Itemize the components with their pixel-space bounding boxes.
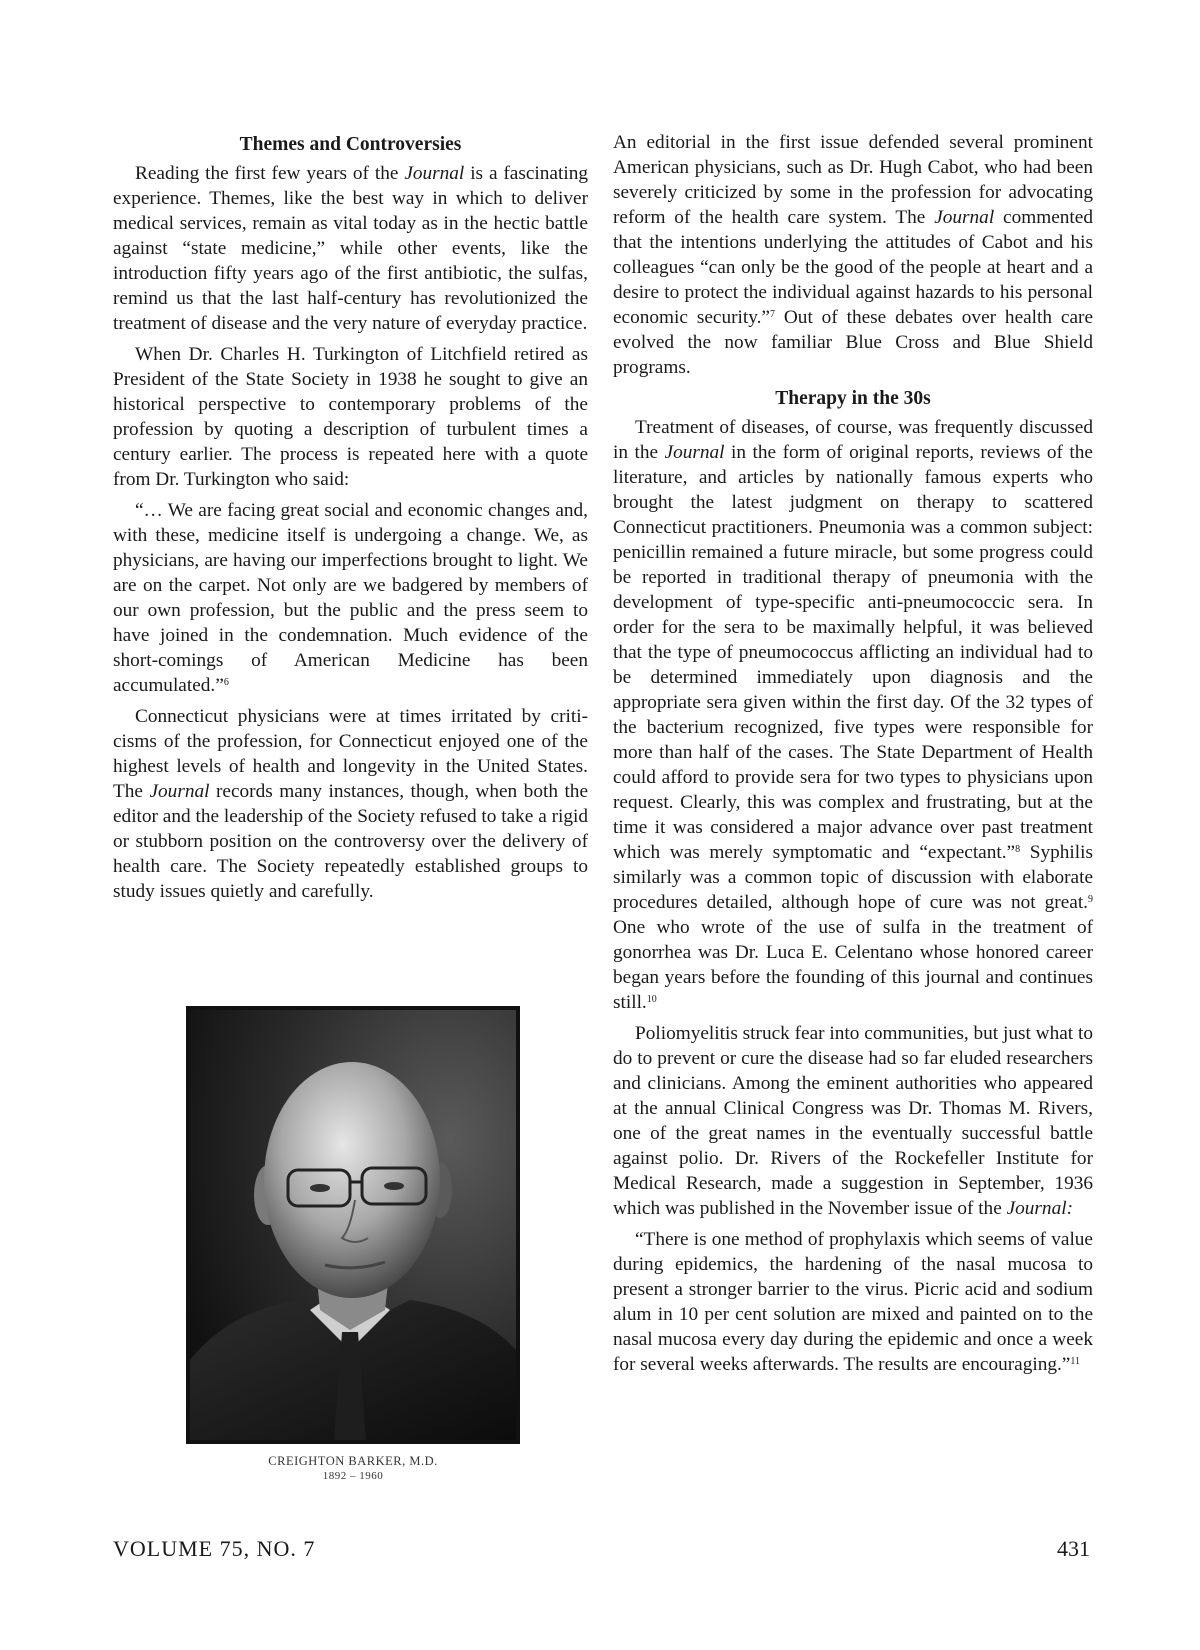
caption-dates: 1892 – 1960 (322, 1470, 384, 1482)
journal-title: Journal: (1006, 1198, 1073, 1219)
paragraph (113, 161, 588, 336)
text-run: Reading the first few years of the (135, 163, 405, 184)
text-run: in the form of original reports, reviews of the literature, and articles by nationally famous experts who brought the latest judgment on therapy to scattered Connecticut practitioners. Pneumonia was a common subject: penicillin remained a future miracle, but some progress could be reported in traditional therapy of pneumonia with the development of type-specific anti-pneumococcic sera. In order for the sera to be maximally helpful, it was believed that the type of pneumococcus afflicting an individual had to be determined immediately upon diagnosis and the appropriate sera given within the first day. Of the 32 types of the bacterium recognized, five types were responsible for more than half of the cases. The State Department of Health could afford to provide sera for two types to physicians upon request. Clearly, this was complex and frustrating, but at the time it was considered a major advance over past treatment which was merely symptomatic and “expectant.” (613, 442, 1093, 863)
text-run: One who wrote of the use of sulfa in the treatment of gonorrhea was Dr. Luca E. Celentano whose honored career began years before the founding of this journal and continues still. (613, 917, 1093, 1013)
footnote-ref: 11 (1070, 1356, 1081, 1367)
footnote-ref: 9 (1088, 894, 1093, 905)
text-run: Out of these debates over health care evolved the now familiar Blue Cross and Blue Shield programs. (613, 307, 1094, 378)
paragraph (113, 342, 588, 492)
text-run: Syphilis similarly was a common topic of discussion with elaborate procedures detailed, although hope of cure was not great. (613, 842, 1093, 913)
paragraph (613, 130, 1093, 380)
block-quote-rivers (613, 1227, 1093, 1377)
paragraph (113, 704, 588, 904)
section-heading-themes: Themes and Controversies (239, 134, 462, 155)
footnote-ref: 10 (646, 994, 657, 1005)
text-run: Connecticut physicians were at times irritated by criticisms of the profession, for Connecticut enjoyed one of the highest levels of health and longevity in the United States. The (113, 706, 588, 802)
page-number: 431 (1057, 1536, 1090, 1561)
text-run: An editorial in the first issue defended several prominent American physicians, such as Dr. Hugh Cabot, who had been severely criticized by some in the profession for advocating reform of the health care system. The (613, 132, 1093, 228)
footnote-ref: 6 (223, 677, 229, 688)
paragraph (613, 415, 1093, 1015)
block-quote-turkington (113, 498, 588, 698)
right-column (613, 130, 1093, 1383)
quote-text: “… We are facing great social and economic changes and, with these, medicine itself is undergoing a change. We, as physicians, are having our imperfections brought to light. We are on the carpet. Not only are we badgered by members of our own profession, but the public and the press seem to have joined in the condemnation. Much evidence of the short-comings of American Medicine has been accumulated.” (113, 500, 588, 696)
volume-label: VOLUME 75, NO. 7 (113, 1536, 316, 1561)
text-run: Poliomyelitis struck fear into communities, but just what to do to prevent or cure the disease had so far eluded researchers and clinicians. Among the eminent authorities who appeared at the annual Clinical Congress was Dr. Thomas M. Rivers, one of the great names in the eventually successful battle against polio. Dr. Rivers of the Rockefeller Institute for Medical Research, made a suggestion in September, 1936 which was published in the November issue of the (613, 1023, 1093, 1219)
section-heading-therapy: Therapy in the 30s (775, 388, 931, 409)
journal-title: Journal (404, 163, 465, 184)
text-run: When Dr. Charles H. Turkington of Litchfield retired as President of the State Society in 1938 he sought to give an historical perspective to contemporary problems of the profession by quoting a description of turbulent times a century earlier. The process is repeated here with a quote from Dr. Turkington who said: (113, 344, 588, 490)
photo-caption (186, 1454, 520, 1482)
portrait-illustration (190, 1010, 516, 1440)
text-run: is a fascinating experience. Themes, like the best way in which to deliver medical services, remain as vital today as in the hectic battle against “state medicine,” while other events, like the introduction fifty years ago of the first antibiotic, the sulfas, remind us that the last half-century has revolutionized the treatment of disease and the very nature of everyday practice. (113, 163, 588, 334)
caption-name: CREIGHTON BARKER, M.D. (268, 1454, 438, 1468)
portrait-image (190, 1010, 516, 1440)
text-run: commented that the intentions underlying the attitudes of Cabot and his colleagues “can only be the good of the people at heart and a desire to protect the individual against hazards to his personal economic security.” (613, 207, 1093, 328)
quote-text: “There is one method of prophylaxis which seems of value during epidemics, the hardening of the nasal mucosa to present a stronger barrier to the virus. Picric acid and sodium alum in 10 per cent solution are mixed and painted on to the nasal mucosa every day during the epidemic and once a week for several weeks afterwards. The results are encouraging.” (613, 1229, 1093, 1375)
journal-title: Journal (664, 442, 725, 463)
portrait-photo (186, 1006, 520, 1444)
journal-title: Journal (934, 207, 995, 228)
footnote-ref: 8 (1015, 844, 1021, 855)
text-run: records many instances, though, when both the editor and the leadership of the Society refused to take a rigid or stubborn position on the controversy over the delivery of health care. The Society repeatedly established groups to study issues quietly and carefully. (113, 781, 589, 902)
paragraph (613, 1021, 1093, 1221)
journal-title: Journal (149, 781, 210, 802)
text-run: Treatment of diseases, of course, was frequently discussed in the (613, 417, 1093, 463)
footnote-ref: 7 (770, 309, 775, 320)
left-column (113, 130, 588, 910)
